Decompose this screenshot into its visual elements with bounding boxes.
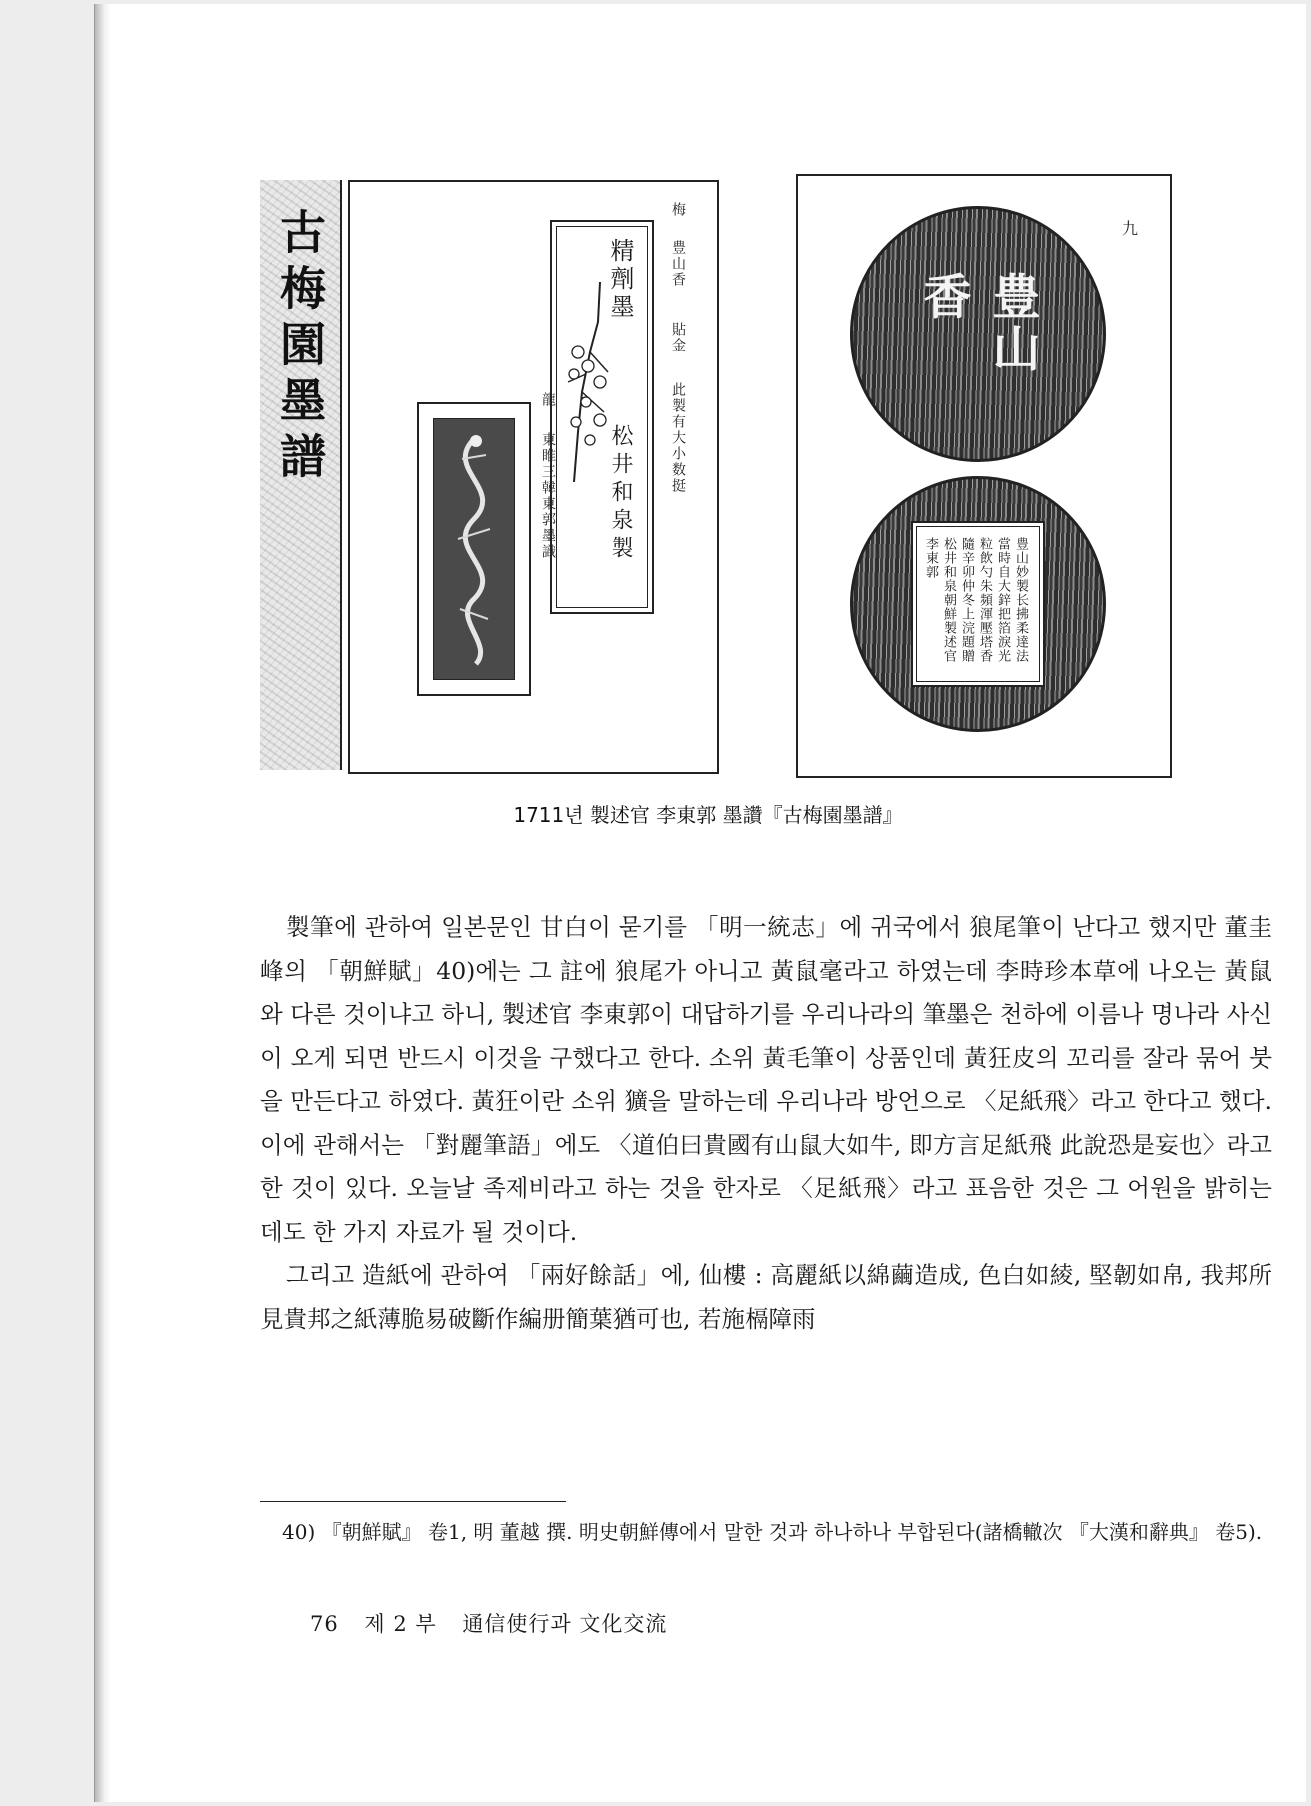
book-cover-strip <box>260 180 342 770</box>
part-label: 제 2 부 <box>364 1612 437 1636</box>
left-page-frame <box>348 180 719 774</box>
note-sizes: 此製有大小数挺 <box>670 382 686 494</box>
book-page <box>110 4 1306 1802</box>
plum-ink-maker: 松井和泉製 <box>608 424 633 564</box>
plum-ink-stick <box>550 220 654 614</box>
dragon-illustration <box>434 419 514 679</box>
ink-catalog-figure <box>260 174 1274 784</box>
note-gilt: 貼金 <box>670 322 686 354</box>
footnote-rule <box>260 1501 566 1502</box>
dragon-ink-stick <box>417 402 531 696</box>
figure-right-page <box>796 174 1172 778</box>
page-edge <box>94 4 111 1802</box>
plate-inscription: 豊山妙製长拂柔達法當時自大鋅把箔淚光粒飲勺朱頻渾壓塔香隨辛卯仲冬上浣題贈松井和泉朝鮮製述官李東郭 <box>923 537 1028 663</box>
ink-disc-front <box>850 206 1106 462</box>
ink-disc-back <box>850 476 1106 732</box>
plum-ink-title: 精劑墨 <box>606 238 634 322</box>
note-dragon: 龍 <box>540 392 556 408</box>
dragon-relief <box>433 418 515 680</box>
paragraph-1: 製筆에 관하여 일본문인 甘白이 묻기를 「明一統志」에 귀국에서 狼尾筆이 난다고 했지만 董圭峰의 「朝鮮賦」40)에는 그 註에 狼尾가 아니고 黃鼠毫라고 하였는데 李時珍本草에 나오는 黃鼠와 다른 것이냐고 하니, 製述官 李東郭이 대답하기를 우리나라의 筆墨은 천하에 이름나 명나라 사신이 오게 되면 반드시 이것을 구했다고 한다. 소위 黃毛筆이 상품인데 黃狂皮의 꼬리를 잘라 묶어 붓을 만든다고 하였다. 黃狂이란 소위 獷을 말하는데 우리나라 방언으로 〈足紙飛〉라고 한다고 했다. 이에 관해서는 「對麗筆語」에도 〈道伯曰貴國有山鼠大如牛, 即方言足紙飛 此說恐是妄也〉라고 한 것이 있다. 오늘날 족제비라고 하는 것을 한자로 〈足紙飛〉라고 표음한 것은 그 어원을 밝히는 데도 한 가지 자료가 될 것이다. <box>260 913 1272 1246</box>
cover-title: 古梅園墨譜 <box>273 208 327 488</box>
footnote-40: 40) 『朝鮮賦』 卷1, 明 董越 撰. 明史朝鮮傳에서 말한 것과 하나하나 부합된다(諸橋轍次 『大漢和辭典』 卷5). <box>282 1520 1263 1544</box>
paragraph-2: 그리고 造紙에 관하여 「兩好餘話」에, 仙樓 : 高麗紙以綿繭造成, 色白如綾, 堅韌如帛, 我邦所見貴邦之紙薄脆易破斷作編册簡葉猶可也, 若施槅障雨 <box>260 1261 1272 1333</box>
inscription-plate <box>911 521 1045 687</box>
disc-inscription: 豊山香 <box>915 271 1040 376</box>
note-inscription: 東睢三韓東郭墨識 <box>540 432 556 560</box>
figure-caption: 1711년 製述官 李東郭 墨讚『古梅園墨譜』 <box>513 803 903 827</box>
part-title: 通信使行과 文化交流 <box>462 1612 668 1636</box>
running-footer <box>310 1608 685 1638</box>
body-text <box>260 906 1272 1341</box>
page-number: 76 <box>310 1612 339 1636</box>
note-plum: 梅 <box>670 202 686 218</box>
figure-left-page <box>260 174 715 774</box>
note-fragrance: 豊山香 <box>670 240 686 288</box>
right-page-mark: 九 <box>1121 219 1138 238</box>
